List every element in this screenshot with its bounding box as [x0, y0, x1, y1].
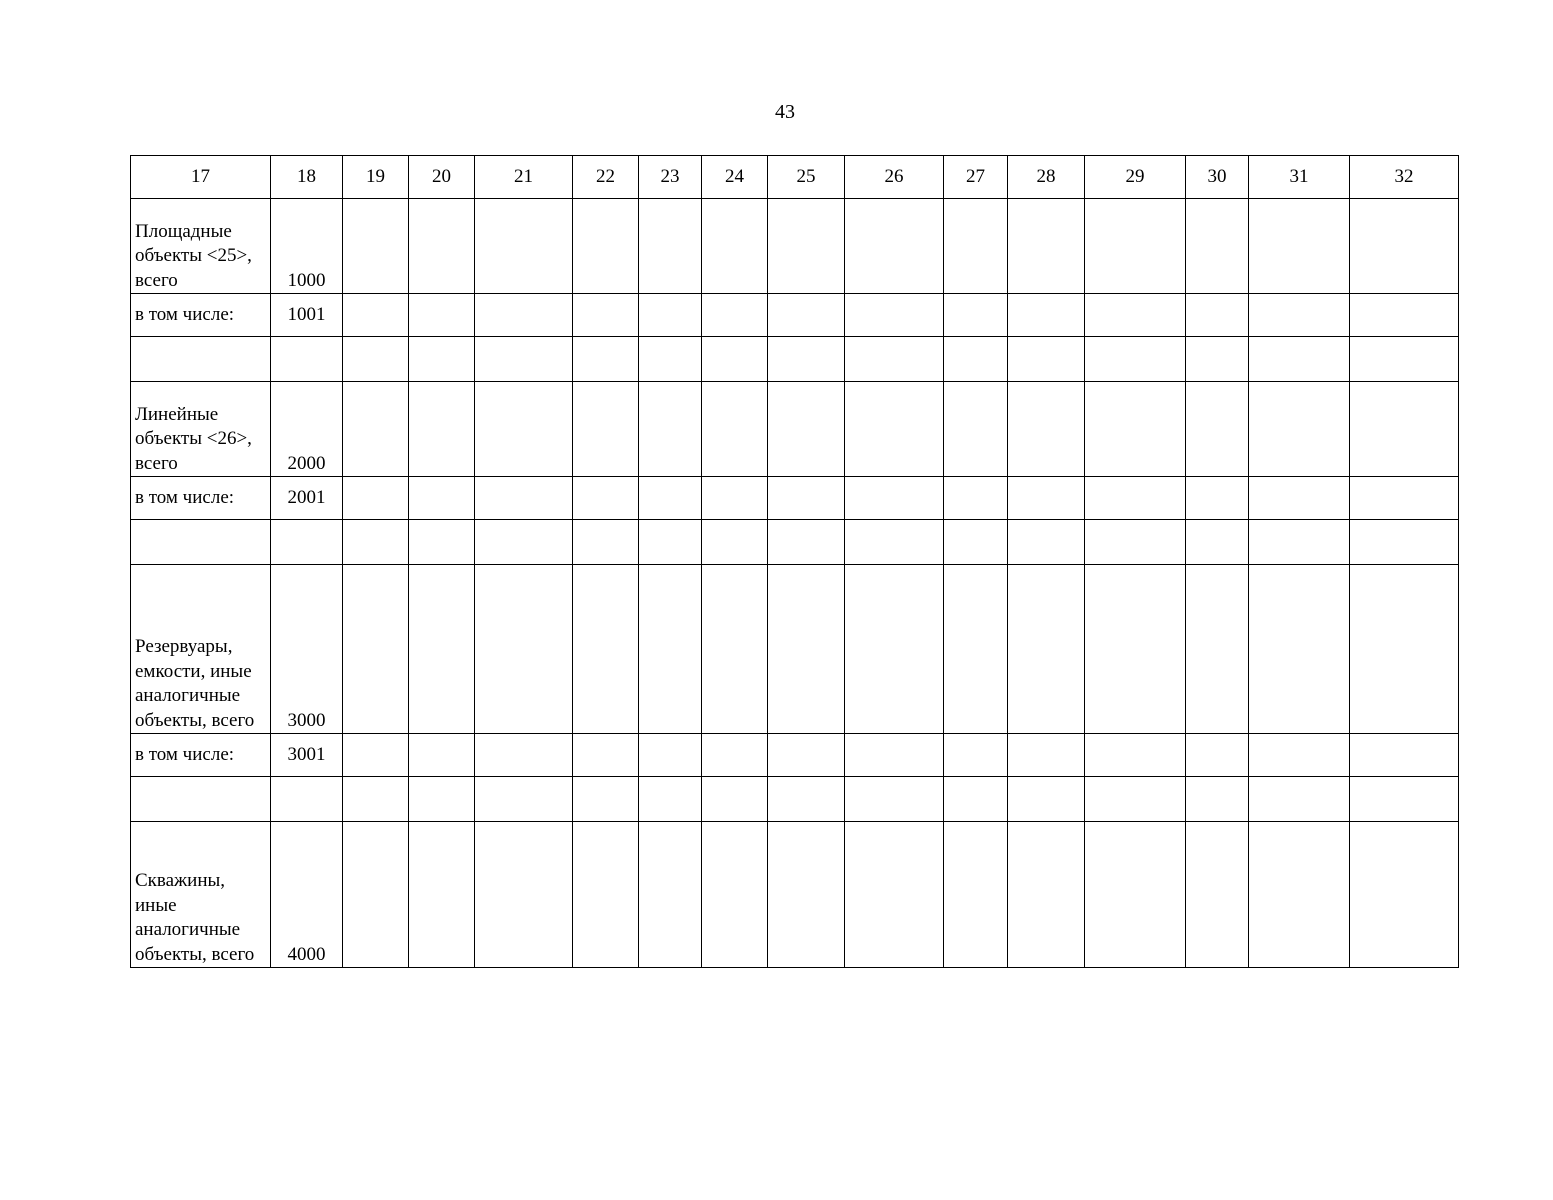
row-code	[271, 777, 343, 822]
empty-cell	[1008, 734, 1085, 777]
empty-cell	[1350, 294, 1459, 337]
data-table	[130, 155, 1459, 968]
empty-cell	[845, 822, 944, 968]
empty-cell	[475, 822, 573, 968]
empty-cell	[1008, 822, 1085, 968]
table-row	[131, 382, 1459, 477]
empty-cell	[1350, 199, 1459, 294]
column-header: 24	[702, 156, 768, 199]
empty-cell	[343, 477, 409, 520]
empty-cell	[1186, 199, 1249, 294]
empty-cell	[1186, 337, 1249, 382]
empty-cell	[409, 477, 475, 520]
empty-cell	[1249, 337, 1350, 382]
row-code: 1000	[271, 199, 343, 294]
empty-cell	[944, 520, 1008, 565]
empty-cell	[702, 477, 768, 520]
empty-cell	[702, 565, 768, 734]
empty-cell	[1350, 382, 1459, 477]
empty-cell	[845, 382, 944, 477]
empty-cell	[343, 382, 409, 477]
empty-cell	[343, 294, 409, 337]
empty-cell	[639, 734, 702, 777]
empty-cell	[1008, 565, 1085, 734]
column-header: 25	[768, 156, 845, 199]
row-code	[271, 520, 343, 565]
row-label: Скважины, иные аналогичные объекты, всего	[131, 822, 271, 968]
empty-cell	[639, 822, 702, 968]
empty-cell	[768, 199, 845, 294]
empty-cell	[1008, 477, 1085, 520]
empty-cell	[845, 520, 944, 565]
table-row	[131, 777, 1459, 822]
empty-cell	[1249, 382, 1350, 477]
empty-cell	[702, 294, 768, 337]
column-header: 29	[1085, 156, 1186, 199]
empty-cell	[1350, 477, 1459, 520]
column-header: 19	[343, 156, 409, 199]
empty-cell	[768, 777, 845, 822]
empty-cell	[573, 294, 639, 337]
empty-cell	[1249, 777, 1350, 822]
row-label: в том числе:	[131, 734, 271, 777]
empty-cell	[1085, 337, 1186, 382]
table-row	[131, 199, 1459, 294]
empty-cell	[1085, 520, 1186, 565]
row-label: в том числе:	[131, 294, 271, 337]
empty-cell	[409, 337, 475, 382]
empty-cell	[409, 734, 475, 777]
column-header: 30	[1186, 156, 1249, 199]
empty-cell	[639, 565, 702, 734]
table-row	[131, 294, 1459, 337]
empty-cell	[1350, 337, 1459, 382]
header-row	[131, 156, 1459, 199]
empty-cell	[845, 734, 944, 777]
empty-cell	[343, 199, 409, 294]
empty-cell	[639, 477, 702, 520]
empty-cell	[944, 565, 1008, 734]
table-row	[131, 734, 1459, 777]
page-number: 43	[775, 101, 795, 123]
empty-cell	[573, 382, 639, 477]
empty-cell	[1008, 337, 1085, 382]
empty-cell	[1350, 734, 1459, 777]
empty-cell	[702, 777, 768, 822]
empty-cell	[768, 337, 845, 382]
empty-cell	[1186, 520, 1249, 565]
row-code: 3000	[271, 565, 343, 734]
empty-cell	[1085, 777, 1186, 822]
empty-cell	[768, 520, 845, 565]
row-label	[131, 777, 271, 822]
empty-cell	[573, 565, 639, 734]
empty-cell	[409, 382, 475, 477]
row-label: Площадные объекты <25>, всего	[131, 199, 271, 294]
column-header: 28	[1008, 156, 1085, 199]
row-code: 2000	[271, 382, 343, 477]
row-label: в том числе:	[131, 477, 271, 520]
empty-cell	[1085, 734, 1186, 777]
empty-cell	[573, 337, 639, 382]
empty-cell	[702, 382, 768, 477]
empty-cell	[702, 734, 768, 777]
column-header: 22	[573, 156, 639, 199]
column-header: 27	[944, 156, 1008, 199]
empty-cell	[845, 199, 944, 294]
empty-cell	[1186, 777, 1249, 822]
empty-cell	[343, 777, 409, 822]
empty-cell	[768, 477, 845, 520]
empty-cell	[768, 734, 845, 777]
empty-cell	[639, 382, 702, 477]
row-label	[131, 520, 271, 565]
empty-cell	[475, 382, 573, 477]
column-header: 20	[409, 156, 475, 199]
column-header: 17	[131, 156, 271, 199]
empty-cell	[1186, 822, 1249, 968]
empty-cell	[1350, 777, 1459, 822]
empty-cell	[409, 520, 475, 565]
empty-cell	[845, 294, 944, 337]
empty-cell	[573, 777, 639, 822]
empty-cell	[343, 565, 409, 734]
empty-cell	[768, 382, 845, 477]
empty-cell	[1186, 477, 1249, 520]
empty-cell	[1085, 294, 1186, 337]
table-row	[131, 477, 1459, 520]
row-code: 4000	[271, 822, 343, 968]
empty-cell	[1008, 777, 1085, 822]
empty-cell	[1186, 382, 1249, 477]
empty-cell	[475, 777, 573, 822]
empty-cell	[1008, 382, 1085, 477]
empty-cell	[944, 822, 1008, 968]
empty-cell	[639, 337, 702, 382]
row-code: 1001	[271, 294, 343, 337]
empty-cell	[475, 477, 573, 520]
empty-cell	[702, 520, 768, 565]
empty-cell	[944, 734, 1008, 777]
empty-cell	[573, 520, 639, 565]
empty-cell	[475, 565, 573, 734]
empty-cell	[573, 477, 639, 520]
empty-cell	[702, 337, 768, 382]
empty-cell	[768, 565, 845, 734]
empty-cell	[1350, 520, 1459, 565]
empty-cell	[845, 337, 944, 382]
empty-cell	[639, 294, 702, 337]
empty-cell	[845, 565, 944, 734]
empty-cell	[1008, 520, 1085, 565]
empty-cell	[639, 777, 702, 822]
row-label	[131, 337, 271, 382]
column-header: 31	[1249, 156, 1350, 199]
empty-cell	[1249, 294, 1350, 337]
column-header: 23	[639, 156, 702, 199]
empty-cell	[944, 477, 1008, 520]
empty-cell	[1186, 565, 1249, 734]
empty-cell	[1008, 294, 1085, 337]
empty-cell	[475, 520, 573, 565]
empty-cell	[768, 294, 845, 337]
empty-cell	[1085, 382, 1186, 477]
empty-cell	[1249, 477, 1350, 520]
empty-cell	[1186, 734, 1249, 777]
table-row	[131, 520, 1459, 565]
column-header: 21	[475, 156, 573, 199]
empty-cell	[1085, 565, 1186, 734]
empty-cell	[475, 734, 573, 777]
row-code: 3001	[271, 734, 343, 777]
empty-cell	[1085, 822, 1186, 968]
empty-cell	[1249, 565, 1350, 734]
empty-cell	[343, 822, 409, 968]
empty-cell	[944, 199, 1008, 294]
empty-cell	[1085, 199, 1186, 294]
empty-cell	[475, 337, 573, 382]
empty-cell	[702, 199, 768, 294]
empty-cell	[1249, 734, 1350, 777]
empty-cell	[639, 520, 702, 565]
empty-cell	[768, 822, 845, 968]
empty-cell	[343, 734, 409, 777]
empty-cell	[1249, 199, 1350, 294]
empty-cell	[845, 777, 944, 822]
column-header: 18	[271, 156, 343, 199]
empty-cell	[409, 822, 475, 968]
empty-cell	[1008, 199, 1085, 294]
empty-cell	[1249, 520, 1350, 565]
empty-cell	[1186, 294, 1249, 337]
row-label: Линейные объекты <26>, всего	[131, 382, 271, 477]
empty-cell	[1350, 822, 1459, 968]
empty-cell	[409, 777, 475, 822]
table-row	[131, 565, 1459, 734]
empty-cell	[944, 294, 1008, 337]
empty-cell	[343, 520, 409, 565]
row-code: 2001	[271, 477, 343, 520]
empty-cell	[944, 382, 1008, 477]
empty-cell	[944, 777, 1008, 822]
column-header: 32	[1350, 156, 1459, 199]
empty-cell	[573, 199, 639, 294]
empty-cell	[944, 337, 1008, 382]
empty-cell	[409, 294, 475, 337]
table-row	[131, 337, 1459, 382]
empty-cell	[475, 294, 573, 337]
empty-cell	[845, 477, 944, 520]
empty-cell	[409, 199, 475, 294]
empty-cell	[1249, 822, 1350, 968]
empty-cell	[1350, 565, 1459, 734]
empty-cell	[343, 337, 409, 382]
empty-cell	[475, 199, 573, 294]
row-label: Резервуары, емкости, иные аналогичные объекты, всего	[131, 565, 271, 734]
empty-cell	[409, 565, 475, 734]
empty-cell	[1085, 477, 1186, 520]
empty-cell	[702, 822, 768, 968]
empty-cell	[573, 734, 639, 777]
empty-cell	[639, 199, 702, 294]
row-code	[271, 337, 343, 382]
table-row	[131, 822, 1459, 968]
empty-cell	[573, 822, 639, 968]
column-header: 26	[845, 156, 944, 199]
